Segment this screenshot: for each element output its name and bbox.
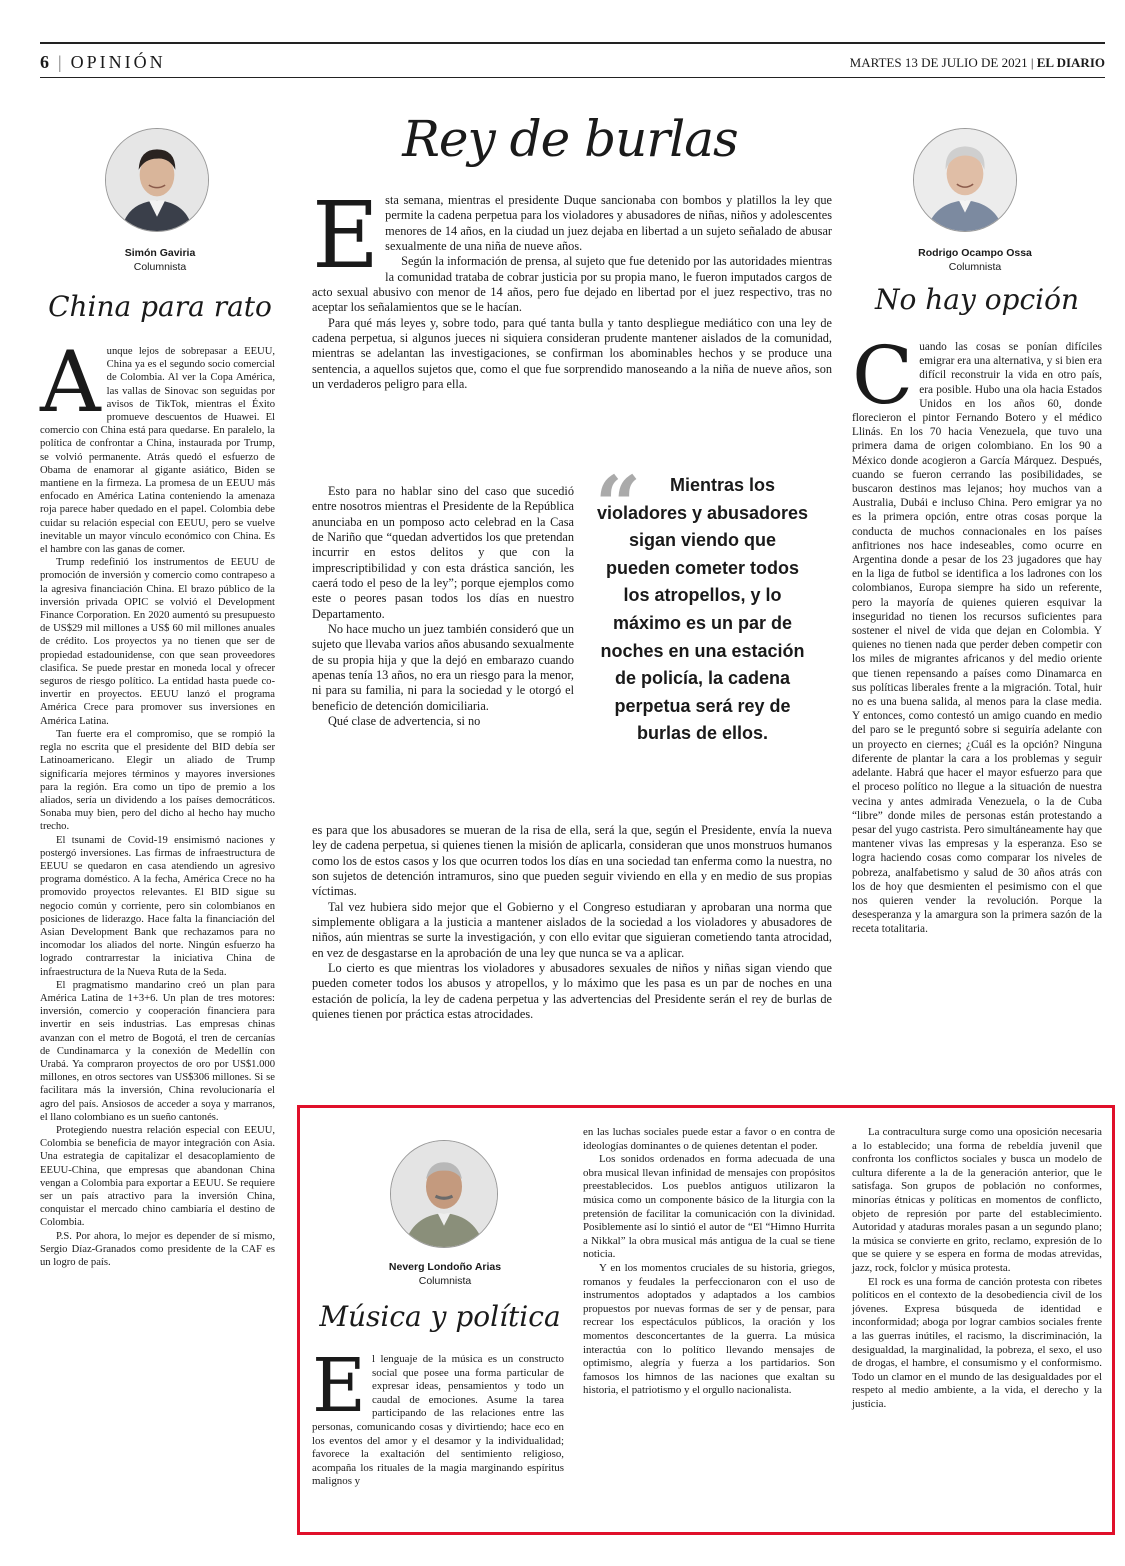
main-article-title: Rey de burlas xyxy=(402,110,738,168)
author-portrait-icon xyxy=(391,1141,497,1247)
bottom-column-2 xyxy=(583,1126,835,1398)
column-body-left xyxy=(40,333,275,1269)
author-role: Columnista xyxy=(948,261,1002,273)
paragraph: El pragmatismo mandarino creó un plan para América Latina de 1+3+6. Un plan de tres motores: inversión, comercio y cooperación financiera para invertir en seis industrias. Las empresas chinas avanzan con el metro de Bogotá, el tren de cercanías de Cundinamarca y la conexión de Medellín con Urabá. Ya compraron proyectos de oro por US$1.000 millones, en otros sectores van US$306 millones. Si se facilitara más la inversión, China revolucionaría el agro del país. Ansiosos de acceder a soya y marranos, el llano colombiano es un sueño cantonés. xyxy=(40,979,275,1123)
paragraph: Para qué más leyes y, sobre todo, para qué tanta bulla y tanto despliegue mediático con una ley de cadena perpetua, si algunos jueces ni siquiera consideran prudente mantener aislados de la comunidad, mientras se adelantan las investigaciones, se confirman los abominables hechos y se produce una sentencia, a aquellos sujetos que, como el que fue sorprendido manoseando a la niña de nueve años, son un verdaderos peligro para ella. xyxy=(312,315,832,392)
page-number: 6 xyxy=(40,52,52,72)
pull-quote xyxy=(595,472,810,748)
paragraph: Lo cierto es que mientras los violadores y abusadores sexuales de niños y niñas sigan viendo que pueden cometer todos los abusos y atropellos, y lo máximo que les pasa es un par de noches en una estación de policía, la ley de cadena perpetua y las advertencias del Presidente serán el rey de burlas de quienes tienen por práctica estas atrocidades. xyxy=(312,961,832,1022)
paragraph: en las luchas sociales puede estar a favor o en contra de ideologías dominantes o de quienes detentan el poder. xyxy=(583,1126,835,1152)
column-title-left: China para rato xyxy=(48,290,272,323)
main-article-body-narrow xyxy=(312,484,574,730)
paragraph: El rock es una forma de canción protesta con ribetes políticos en el contexto de la desobediencia civil de los jóvenes. Expresa búsqueda de identidad e inconformidad; aboga por lograr cambios sociales frente a las guerras inútiles, el racismo, la discriminación, la desigualdad, la marginalidad, la pobreza, el sexo, el uso de drogas, el hambre, el consumismo y el conformismo. Todo un clamor en el mundo de las desigualdades por el respeto al medio ambiente, a la vida, el derecho y la justicia. xyxy=(852,1275,1102,1410)
author-portrait-icon xyxy=(914,129,1016,231)
quote-mark-icon: “ xyxy=(595,458,642,552)
paragraph: l lenguaje de la música es un constructo social que posee una forma particular de expresar ideas, pensamientos y todo un caudal de emociones. Asume la tarea participando de las relaciones entre las personas, comunicando cosas y divirtiendo; hace eco en los eventos del amor y el desamor y la individualidad; favorece la exaltación del sentimiento religioso, acompaña los rituales de la magia marginando espíritus malignos y xyxy=(312,1353,564,1488)
paragraph: Y en los momentos cruciales de su historia, griegos, romanos y feudales la perfeccionaron con el uso de instrumentos adoptados y adaptados a los cambios propuestos por nuevas formas de ser y de pensar, para recrear los espectáculos públicos, la oración y los momentos desconcertantes de la guerra. La música interactúa con lo político llevando mensajes de optimismo, alegría y fuerza a los partidarios. Son famosos los himnos de las naciones que exaltan su historia, el patriotismo y el orgullo nacionalista. xyxy=(583,1261,835,1397)
paragraph: Qué clase de advertencia, si no xyxy=(328,714,481,729)
paragraph: Esto para no hablar sino del caso que sucedió entre nosotros mientras el Presidente de la República anunciaba en un pomposo acto celebrad en la Casa de Nariño que “quedan advertidos los que pretendan incurrir en estos delitos y que con la imprescriptibilidad y con esta drástica sanción, les caerá todo el peso de la ley”; porque ejemplos como este o peores pasan todos los días en nuestro Departamento. xyxy=(312,484,574,621)
author-role: Columnista xyxy=(133,261,187,273)
column-title-bottom: Música y política xyxy=(319,1300,561,1333)
pull-quote-text: Mientras los violadores y abusadores sigan viendo que pueden cometer todos los atropellos, y lo máximo es un par de noches en una estación de policía, la cadena perpetua será rey de burlas de ellos. xyxy=(596,475,809,744)
main-article-body-end xyxy=(312,823,832,1022)
drop-cap: E xyxy=(312,182,380,289)
bottom-column-1 xyxy=(312,1343,564,1489)
drop-cap: A xyxy=(40,333,101,431)
paragraph: Protegiendo nuestra relación especial con EEUU, Colombia se beneficia de mayor integración con Asia. Una estrategia de capitalizar el desacoplamiento de EEUU-China, que empresas que abandonan China vengan a Colombia para exportar a EEUU. Se requiere ser un país atractivo para la inversión China, conquistar el mercado chino cambiaría el destino de Colombia. xyxy=(40,1124,275,1229)
byline-right xyxy=(875,246,1075,274)
paragraph: sta semana, mientras el presidente Duque sancionaba con bombos y platillos la ley que permite la cadena perpetua para los violadores y abusadores de niñas, niños y adolescentes menores de 14 años, en la ciudad un juez dejaba en libertad a un sujeto señalado de abusar sexualmente de una niña de nueve años. xyxy=(385,193,832,254)
issue-date-header: MARTES 13 DE JULIO DE 2021 | EL DIARIO xyxy=(849,55,1105,70)
header-top-rule xyxy=(40,42,1105,44)
author-name: Simón Gaviria xyxy=(124,247,196,259)
issue-date: MARTES 13 DE JULIO DE 2021 xyxy=(849,55,1028,70)
paragraph: Trump redefinió los instrumentos de EEUU de promoción de inversión y comercio como contrapeso a la agresiva financiación China. El brazo público de la inversión privada OPIC se volvió el Development Finance Corporation. En 2020 aumentó su presupuesto de US$29 mil millones a US$ 60 mil millones anuales de crédito. Los proyectos ya no tienen que ser de propiedad estadounidense, con que sean proveedores clasifica. Se puede prestar en moneda local y ofrecer seguros de riesgo político. La entidad hasta puede co-invertir en proyectos. EEUU lanzó el programa América Crece para promover sus inversiones en América Latina. xyxy=(40,557,275,727)
column-title-right: No hay opción xyxy=(874,283,1079,316)
header-bottom-rule xyxy=(40,77,1105,78)
paragraph: es para que los abusadores se mueran de la risa de ella, será la que, según el Presidente, envía la nueva ley de cadena perpetua, si quienes tienen la misión de aplicarla, consideran que unos monstruos humanos como los de estos casos y los que ocurren todos los días en una sociedad tan enferma como la nuestra, no son sujetos de detención intramuros, sino que pueden seguir viviendo en ella y en medio de sus propias víctimas. xyxy=(312,823,832,899)
byline-bottom xyxy=(345,1260,545,1288)
section-name: OPINIÓN xyxy=(70,52,166,72)
paragraph: No hace mucho un juez también consideró que un sujeto que llevaba varios años abusando sexualmente de su propia hija y que la dejó en embarazo cuando apenas tenía 13 años, no era un riesgo para la menor, ni para su familia, ni para la sociedad y le otorgó el beneficio de detención domiciliaria. xyxy=(312,622,574,713)
newspaper-name: EL DIARIO xyxy=(1036,55,1105,70)
paragraph: Los sonidos ordenados en forma adecuada de una obra musical llevan infinidad de mensajes con propósitos preestablecidos. Los pueblos antiguos utilizaron la música como un componente básico de la liturgia con la pretensión de facilitar la comunicación con la divinidad. Posiblemente así lo sintió el autor de “El “Himno Hurrita a Nikkal” la obra musical más antigua de la cual se tiene noticia. xyxy=(583,1153,835,1261)
author-name: Neverg Londoño Arias xyxy=(388,1261,502,1273)
paragraph: Tal vez hubiera sido mejor que el Gobierno y el Congreso estudiaran y aprobaran una norma que simplemente obligara a la justicia a mantener aislados de la sociedad a los violadores y abusadores de niños, aún mientras se surte la investigación, y con ello evitar que siguieran cometiendo tanta atrocidad, en vez de desgastarse en la aprobación de una ley que nunca se va a aplicar. xyxy=(312,899,832,960)
column-body-right xyxy=(852,329,1102,937)
paragraph: uando las cosas se ponían difíciles emigrar era una alternativa, y si bien era difícil reconstruir la vida en otro país, era posible. Hubo una ola hacia Estados Unidos en los años 60, donde florecieron el pintor Fernando Botero y el médico Llinás. En los 70 hacia Venezuela, que tuvo una primera dama de origen colombiano. En los 90 a México donde acogieron a García Márquez. Después, cuando se fueron cerrando las posibilidades, se buscaron destinos mas lejanos; hoy muchos van a Australia, Dubái e incluso China. Pero emigrar ya no es la primera opción, entre otras cosas porque la conducta de muchos connacionales en los países anfitriones nos hace indeseables, como ocurre en Argentina donde a pesar de los 23 jugadores que hay en la liga de futbol se identifica a los ladrones con los colombianos, Europa siempre ha sido un referente, pero la mayoría de quienes quieren esquivar la inseguridad no tienen los recursos suficientes para sostener el nivel de vida que dejan en Colombia. Y quienes no tienen nada que perder deben competir con los miles de migrantes africanos y del medio oriente que tienen repensando a países como Dinamarca en sus políticas liberales frente a la migración. Total, huir no es una buena salida, al menos para la clase media. Y entonces, como contestó un amigo cuando en medio del paro se le preguntó sobre si seguiría adelante con un proyecto en ciernes; ¿Cuál es la opción? Ninguna diferente de plantar la cara a los problemas y seguir adelante. Habrá que hacer el mayor esfuerzo para que el proceso político no llegue a la situación de nuestra vecina y antes admirada Venezuela, o la de Cuba “libre” donde miles de personas están protestando a pesar del yugo castrista. Pero simultáneamente hay que mantener vivas las empresas y la esperanza. Eso se logra haciendo cosas como comparar los niveles de pobreza, analfabetismo y salud de 30 años atrás con los de hoy que desmienten el pesimismo con el que nos quieren vender la revolución. Porque la desesperanza y la amargura son la primera sazón de la receta totalitaria. xyxy=(852,341,1102,936)
main-article-body xyxy=(312,182,832,392)
author-portrait-icon xyxy=(106,129,208,231)
paragraph: Según la información de prensa, al sujeto que fue detenido por las autoridades mientras la comunidad trataba de cobrar justicia por su propia mano, le fueron imputados cargos de acto sexual abusivo con menor de 14 años, pero fue dejado en libertad por el juez respectivo, tras no aceptar los señalamientos que se le hacían. xyxy=(312,254,832,315)
author-role: Columnista xyxy=(418,1275,472,1287)
paragraph: Tan fuerte era el compromiso, que se rompió la regla no escrita que el presidente del BID debía ser Latinoamericano. Elegir un aliado de Trump significaría mejores términos y mayores inversiones para la región. Era como un tipo de premio a los aliados, sería un dividendo a los países democráticos. Sonaba muy bien, pero del dicho al hecho hay mucho trecho. xyxy=(40,728,275,833)
author-name: Rodrigo Ocampo Ossa xyxy=(918,247,1032,259)
byline-left xyxy=(60,246,260,274)
author-photo-bottom xyxy=(390,1140,498,1248)
author-photo-right xyxy=(913,128,1017,232)
author-photo-left xyxy=(105,128,209,232)
drop-cap: E xyxy=(312,1343,367,1429)
bottom-column-3 xyxy=(852,1126,1102,1411)
paragraph: El tsunami de Covid-19 ensimismó naciones y postergó inversiones. Las firmas de infraestructura de EEUU se quedaron en casa atendiendo un agresivo programa doméstico. A la fecha, América Crece no ha promovido proyectos relevantes. El BID sigue su negocio común y corriente, pero sin colombianos en posiciones de liderazgo. Hace falta la financiación del Asian Development Bank que rechazamos para no incomodar los aliados del norte. Ningún esfuerzo ha logrado contrarrestar la iniciativa China de infraestructura de la Nueva Ruta de la Seda. xyxy=(40,834,275,978)
paragraph: P.S. Por ahora, lo mejor es depender de sí mismo, Sergio Díaz-Granados como presidente de la CAF es un logro de país. xyxy=(40,1230,275,1269)
page-section-header: 6 | OPINIÓN xyxy=(40,52,166,72)
paragraph: unque lejos de sobrepasar a EEUU, China ya es el segundo socio comercial de Colombia. Al ver la Copa América, las vallas de Sinovac son seguidas por avisos de TikTok, mientras el Éxito promueve descuentos de Huawei. El comercio con China está para quedarse. En paralelo, la política de confrontar a China, instaurada por Trump, se volvió permanente. Atrás quedó el esfuerzo de Obama de enamorar al gigante asiático, Biden se mantiene en la firmeza. La promesa de un EEUU más enfocado en América Latina conteniendo la amenaza roja parece haber quedado en el papel. Colombia debe cuidar su relación especial con EEUU, pero se vuelve inevitable un mayor vínculo económico con China. Es el hambre con las ganas de comer. xyxy=(40,346,275,556)
drop-cap: C xyxy=(852,329,914,422)
paragraph: La contracultura surge como una oposición necesaria a lo establecido; una forma de rebeldía juvenil que confronta los conflictos sociales y busca un modelo de cultura diferente a la de la generación anterior, que le satisfaga. Son grupos de población no conformes, minorías étnicas y políticas en momentos de conflicto, objeto de represión por parte del establecimiento. Autoridad y ataduras morales pasan a un segundo plano; la música se convierte en grito, reclamo, expresión de lo que se quiere y se espera en forma de modas atrevidas, jazz, rock, folclor y música protesta. xyxy=(852,1126,1102,1274)
